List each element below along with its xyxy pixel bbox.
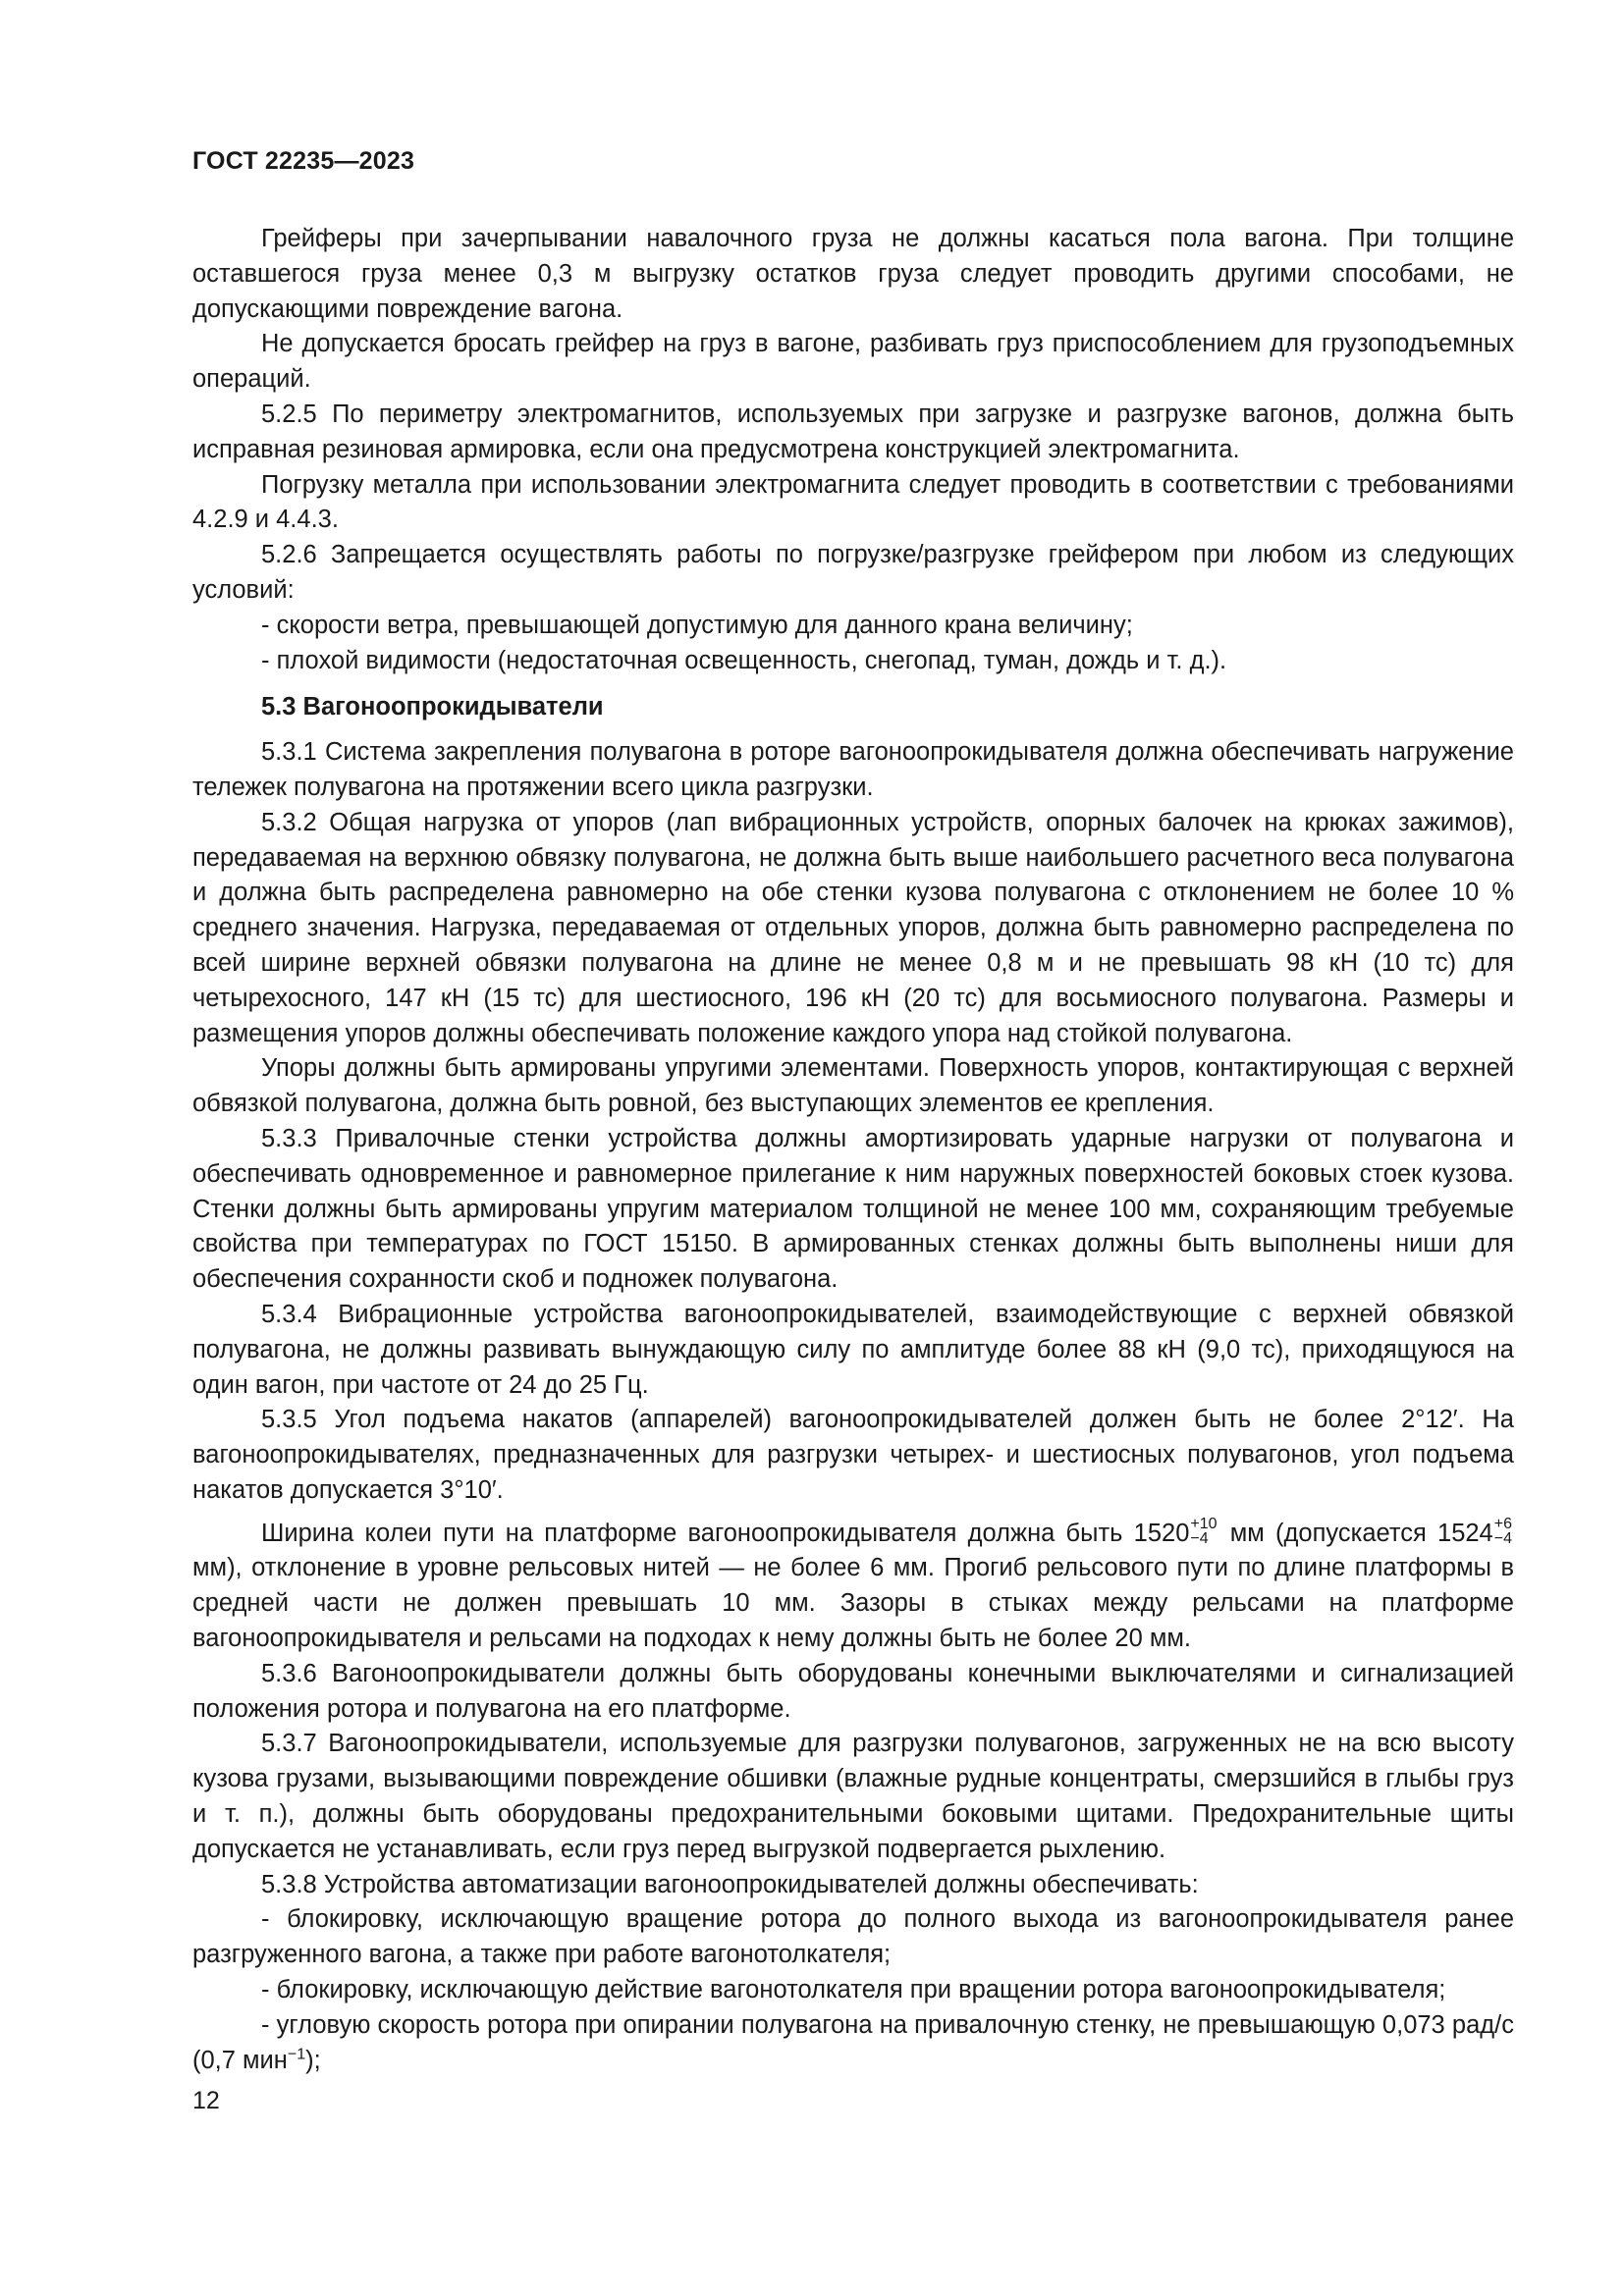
paragraph: Погрузку металла при использовании электромагнита следует проводить в соответствии с требованиями 4.2.9 и 4.4.3. xyxy=(192,470,1514,534)
text-run: мм), отклонение в уровне рельсовых нитей — не более 6 мм. Прогиб рельсового пути по длине платформы в средней части не должен превышать 10 мм. Зазоры в стыках между рельсами на платформе вагоноопрокидывателя и рельсами на подходах к нему должны быть не более 20 мм. xyxy=(192,1554,1514,1653)
list-item: - плохой видимости (недостаточная освещенность, снегопад, туман, дождь и т. д.). xyxy=(261,646,1227,674)
paragraph-clause-5-3-8: 5.3.8 Устройства автоматизации вагоноопрокидывателей должны обеспечивать: xyxy=(261,1870,1199,1898)
gauge-value: 1520 xyxy=(1133,1519,1190,1547)
paragraph: Упоры должны быть армированы упругими элементами. Поверхность упоров, контактирующая с верхней обвязкой полувагона, должна быть ровной, без выступающих элементов ее крепления. xyxy=(192,1054,1514,1118)
paragraph-clause-5-3-4: 5.3.4 Вибрационные устройства вагоноопрокидывателей, взаимодействующие с верхней обвязкой полувагона, не должны развивать вынуждающую силу по амплитуде более 88 кН (9,0 тс), приходящуюся на один вагон, при частоте от 24 до 25 Гц. xyxy=(192,1300,1514,1399)
text-run: - угловую скорость ротора при опирании полувагона на привалочную стенку, не превышающую 0,073 рад/с (0,7 мин xyxy=(192,2010,1514,2074)
gauge-value: 1524 xyxy=(1437,1519,1493,1547)
tolerance-upper: +10 xyxy=(1190,1515,1218,1532)
paragraph-clause-5-3-1: 5.3.1 Система закрепления полувагона в роторе вагоноопрокидывателя должна обеспечивать нагружение тележек полувагона на протяжении всего цикла разгрузки. xyxy=(192,738,1514,801)
tolerance xyxy=(1494,1517,1512,1546)
paragraph-clause-5-3-3: 5.3.3 Привалочные стенки устройства должны амортизировать ударные нагрузки от полувагона и обеспечивать одновременное и равномерное прилегание к ним наружных поверхностей боковых стоек кузова. Стенки должны быть армированы упругим материалом толщиной не менее 100 мм, сохраняющим требуемые свойства при температурах по ГОСТ 15150. В армированных стенках должны быть выполнены ниши для обеспечения сохранности скоб и подножек полувагона. xyxy=(192,1124,1514,1294)
tolerance-lower: −4 xyxy=(1493,1529,1512,1547)
tolerance xyxy=(1190,1517,1217,1546)
list-item: - блокировку, исключающую действие вагонотолкателя при вращении ротора вагоноопрокидывателя; xyxy=(261,1976,1446,2004)
list-item: - блокировку, исключающую вращение ротора до полного выхода из вагоноопрокидывателя ранее разгруженного вагона, а также при работе вагонотолкателя; xyxy=(192,1905,1514,1969)
paragraph-clause-5-2-6: 5.2.6 Запрещается осуществлять работы по погрузке/разгрузке грейфером при любом из следующих условий: xyxy=(192,541,1514,604)
paragraph: Не допускается бросать грейфер на груз в вагоне, разбивать груз приспособлением для грузоподъемных операций. xyxy=(192,330,1514,394)
paragraph-track-gauge xyxy=(192,1517,1514,1657)
text-run: мм (допускается xyxy=(1218,1519,1438,1547)
paragraph: Грейферы при зачерпывании навалочного груза не должны касаться пола вагона. При толщине оставшегося груза менее 0,3 м выгрузку остатков груза следует проводить другими способами, не допускающими повреждение вагона. xyxy=(192,225,1514,323)
text-run: Ширина колеи пути на платформе вагоноопрокидывателя должна быть xyxy=(261,1519,1134,1547)
list-item xyxy=(192,2008,1514,2079)
text-run: ); xyxy=(305,2046,321,2074)
paragraph-clause-5-3-6: 5.3.6 Вагоноопрокидыватели должны быть оборудованы конечными выключателями и сигнализацией положения ротора и полувагона на его платформе. xyxy=(192,1659,1514,1723)
section-heading: 5.3 Вагоноопрокидыватели xyxy=(261,693,604,721)
page-number: 12 xyxy=(192,2087,220,2114)
tolerance-upper: +6 xyxy=(1493,1515,1512,1532)
document-body xyxy=(192,222,1514,2078)
paragraph-clause-5-3-7: 5.3.7 Вагоноопрокидыватели, используемые для разгрузки полувагонов, загруженных не на всю высоту кузова грузами, вызывающими повреждение обшивки (влажные рудные концентраты, смерзшийся в глыбы груз и т. п.), должны быть оборудованы предохранительными боковыми щитами. Предохранительные щиты допускается не устанавливать, если груз перед выгрузкой подвергается рыхлению. xyxy=(192,1730,1514,1863)
superscript: −1 xyxy=(287,2046,306,2063)
paragraph-clause-5-3-2: 5.3.2 Общая нагрузка от упоров (лап вибрационных устройств, опорных балочек на крюках зажимов), передаваемая на верхнюю обвязку полувагона, не должна быть выше наибольшего расчетного веса полувагона и должна быть распределена равномерно на обе стенки кузова полувагона с отклонением не более 10 % среднего значения. Нагрузка, передаваемая от отдельных упоров, должна быть равномерно распределена по всей ширине верхней обвязки полувагона на длине не менее 0,8 м и не превышать 98 кН (10 тс) для четырехосного, 147 кН (15 тс) для шестиосного, 196 кН (20 тс) для восьмиосного полувагона. Размеры и размещения упоров должны обеспечивать положение каждого упора над стойкой полувагона. xyxy=(192,808,1514,1047)
paragraph-clause-5-2-5: 5.2.5 По периметру электромагнитов, используемых при загрузке и разгрузке вагонов, должна быть исправная резиновая армировка, если она предусмотрена конструкцией электромагнита. xyxy=(192,400,1514,463)
list-item: - скорости ветра, превышающей допустимую для данного крана величину; xyxy=(261,611,1133,639)
document-code-header: ГОСТ 22235—2023 xyxy=(192,147,415,175)
paragraph-clause-5-3-5: 5.3.5 Угол подъема накатов (аппарелей) вагоноопрокидывателей должен быть не более 2°12′. На вагоноопрокидывателях, предназначенных для разгрузки четырех- и шестиосных полувагонов, угол подъема накатов допускается 3°10′. xyxy=(192,1406,1514,1504)
tolerance-lower: −4 xyxy=(1190,1529,1209,1547)
